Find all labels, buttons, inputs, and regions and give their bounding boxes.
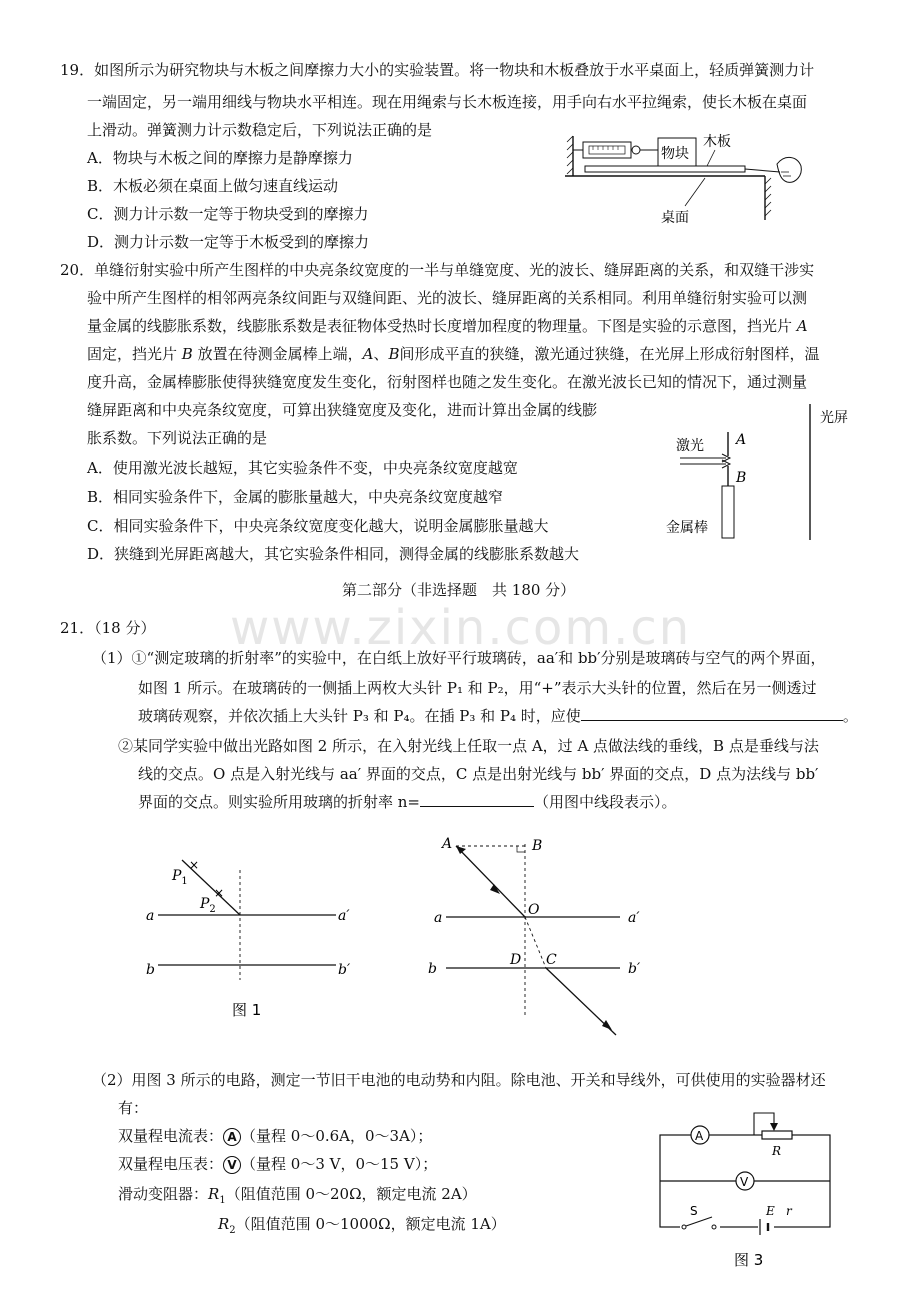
circuit-emf-label: E [766,1204,775,1218]
circuit-ammeter-label: A [695,1129,704,1143]
q19-line-3: 上滑动。弹簧测力计示数稳定后，下列说法正确的是 [87,121,433,139]
slit-b-label: B [736,470,747,486]
figure-3-caption: 图 3 [734,1251,764,1269]
q19-option-c: C．测力计示数一定等于物块受到的摩擦力 [87,205,369,223]
q21-p1-line-2: 如图 1 所示。在玻璃砖的一侧插上两枚大头针 P₁ 和 P₂，用“+”表示大头针的位置，然后在另一侧透过 [138,679,817,697]
q20-line-3: 量金属的线膨胀系数，线膨胀系数是表征物体受热时长度增加程度的物理量。下图是实验的示意图，挡光片 A [87,317,808,335]
voltmeter-spec: 双量程电压表： V （量程 0～3 V，0～15 V）； [118,1155,438,1173]
q19-line-1: 19．如图所示为研究物块与木板之间摩擦力大小的实验装置。将一物块和木板叠放于水平桌面上，轻质弹簧测力计 [60,61,815,79]
circuit-switch-label: S [690,1204,698,1218]
q20-line-6: 缝屏距离和中央亮条纹宽度，可算出狭缝宽度及变化，进而计算出金属的线膨 [87,401,598,419]
label-p1: $P_1$ [172,868,188,887]
q21-p1-line-1: （1）①“测定玻璃的折射率”的实验中，在白纸上放好平行玻璃砖，aa′和 bb′分别是玻璃砖与空气的两个界面， [92,649,826,667]
q21-q2-line-1: （2）用图 3 所示的电路，测定一节旧干电池的电动势和内阻。除电池、开关和导线外，可供使用的实验器材还 [92,1071,826,1089]
q21-q2-line-2: 有： [118,1099,149,1117]
q19-line-2: 一端固定，另一端用细线与物块水平相连。现在用绳索与长木板连接，用手向右水平拉绳索，使长木板在桌面 [87,93,808,111]
q20-option-c: C．相同实验条件下，中央亮条纹宽度变化越大，说明金属膨胀量越大 [87,517,549,535]
answer-blank-2[interactable] [420,792,534,807]
q21-head: 21．（18 分） [60,619,156,637]
single-slit-figure [660,400,870,550]
label-p2: $P_2$ [200,896,216,915]
rheostat-r2-spec: $R_2$（阻值范围 0～1000Ω，额定电流 1A） [218,1215,506,1236]
ammeter-symbol-icon: A [223,1128,241,1146]
rod-label: 金属棒 [666,520,708,536]
label-a: a [146,908,155,924]
q20-line-5: 度升高，金属棒膨胀使得狭缝宽度发生变化，衍射图样也随之发生变化。在激光波长已知的情况下，通过测量 [87,373,808,391]
ammeter-spec: 双量程电流表： A （量程 0～0.6A，0～3A）； [118,1127,433,1145]
label-a-prime: a′ [338,908,350,924]
laser-label: 激光 [676,438,704,454]
rheostat-r1-spec: 滑动变阻器：$R_1$（阻值范围 0～20Ω，额定电流 2A） [118,1185,477,1206]
label-point-a: A [442,836,453,852]
label-a-prime: a′ [628,910,640,926]
label-b-prime: b′ [628,961,641,977]
figure-3-circuit [650,1105,840,1280]
board-label: 木板 [703,134,731,150]
label-b: b [146,962,155,978]
circuit-rheostat-label: R [772,1144,782,1158]
pin-p1-mark: × [189,858,200,872]
label-a: a [434,910,443,926]
q20-line-4: 固定，挡光片 B 放置在待测金属棒上端，A、B间形成平直的狭缝，激光通过狭缝，在光屏上形成衍射图样，温 [87,345,820,363]
label-point-b: B [532,838,543,854]
q21-p2-line-1: ②某同学实验中做出光路如图 2 所示，在入射光线上任取一点 A，过 A 点做法线的垂线，B 点是垂线与法 [118,737,819,755]
figure-1-caption: 图 1 [232,1001,262,1019]
label-b-prime: b′ [338,962,351,978]
answer-blank-1[interactable] [581,706,843,721]
slit-a-label: A [736,432,747,448]
section-title: 第二部分（非选择题 共 180 分） [342,581,576,599]
figure-2 [420,830,660,1040]
watermark: www.zixin.com.cn [230,600,692,656]
q20-line-7: 胀系数。下列说法正确的是 [87,429,268,447]
label-point-c: C [546,952,557,968]
screen-label: 光屏 [820,410,848,426]
friction-apparatus-figure [565,128,805,228]
label-b: b [428,961,437,977]
q20-option-a: A．使用激光波长越短，其它实验条件不变，中央亮条纹宽度越宽 [87,459,518,477]
block-label: 物块 [661,146,689,162]
voltmeter-symbol-icon: V [223,1156,241,1174]
q20-line-1: 20．单缝衍射实验中所产生图样的中央亮条纹宽度的一半与单缝宽度、光的波长、缝屏距离的关系，和双缝干涉实 [60,261,815,279]
q20-option-b: B．相同实验条件下，金属的膨胀量越大，中央亮条纹宽度越窄 [87,488,504,506]
q19-option-a: A．物块与木板之间的摩擦力是静摩擦力 [87,149,353,167]
q20-line-2: 验中所产生图样的相邻两亮条纹间距与双缝间距、光的波长、缝屏距离的关系相同。利用单缝衍射实验可以测 [87,289,808,307]
q19-option-d: D．测力计示数一定等于木板受到的摩擦力 [87,233,370,251]
q21-p2-line-2: 线的交点。O 点是入射光线与 aa′ 界面的交点，C 点是出射光线与 bb′ 界面的交点，D 点为法线与 bb′ [138,765,819,783]
label-point-o: O [528,902,540,918]
circuit-voltmeter-label: V [740,1175,749,1189]
figure-1 [140,840,360,1020]
q20-option-d: D．狭缝到光屏距离越大，其它实验条件相同，测得金属的线膨胀系数越大 [87,545,580,563]
label-point-d: D [510,952,522,968]
table-label: 桌面 [661,210,689,226]
q19-option-b: B．木板必须在桌面上做匀速直线运动 [87,177,339,195]
pin-p2-mark: × [214,886,225,900]
q21-p2-line-3: 界面的交点。则实验所用玻璃的折射率 n= （用图中线段表示）。 [138,793,677,811]
q21-p1-line-3: 玻璃砖观察，并依次插上大头针 P₃ 和 P₄。在插 P₃ 和 P₄ 时，应使 。 [138,707,858,725]
circuit-internal-resistance-label: r [786,1204,792,1218]
